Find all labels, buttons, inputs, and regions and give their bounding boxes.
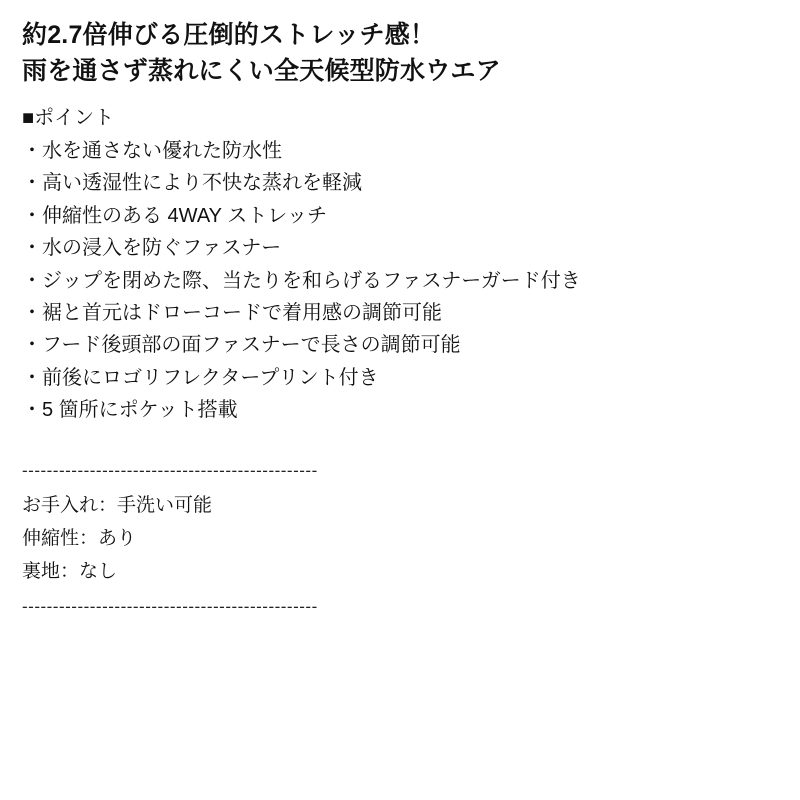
points-section-title: ■ポイント — [22, 107, 115, 129]
list-item: ・フード後頭部の面ファスナーで長さの調節可能 — [22, 334, 461, 357]
divider-bottom: ------------------------------------------------ — [22, 596, 318, 616]
spacer — [22, 481, 778, 489]
points-list — [22, 135, 778, 427]
spec-row: お手入れ：手洗い可能 — [22, 494, 213, 516]
list-item: ・ジップを閉めた際、当たりを和らげるファスナーガード付き — [22, 269, 581, 292]
list-item: ・伸縮性のある 4WAY ストレッチ — [22, 204, 328, 227]
headline-line-2: 雨を通さず蒸れにくい全天候型防水ウエア — [22, 56, 501, 85]
list-item: ・水を通さない優れた防水性 — [22, 140, 282, 162]
divider-top: ------------------------------------------------ — [22, 460, 318, 480]
spacer — [22, 427, 778, 461]
headline — [22, 18, 778, 89]
list-item: ・水の浸入を防ぐファスナー — [22, 237, 282, 260]
headline-line-1: 約2.7倍伸びる圧倒的ストレッチ感！ — [22, 21, 436, 49]
specs-list — [22, 489, 778, 589]
spec-row: 伸縮性：あり — [22, 528, 137, 550]
spec-row: 裏地：なし — [22, 561, 118, 583]
list-item: ・裾と首元はドローコードで着用感の調節可能 — [22, 301, 442, 324]
list-item: ・5 箇所にポケット搭載 — [22, 399, 238, 422]
list-item: ・高い透湿性により不快な蒸れを軽減 — [22, 172, 362, 195]
spacer — [22, 589, 778, 597]
list-item: ・前後にロゴリフレクタープリント付き — [22, 366, 379, 389]
